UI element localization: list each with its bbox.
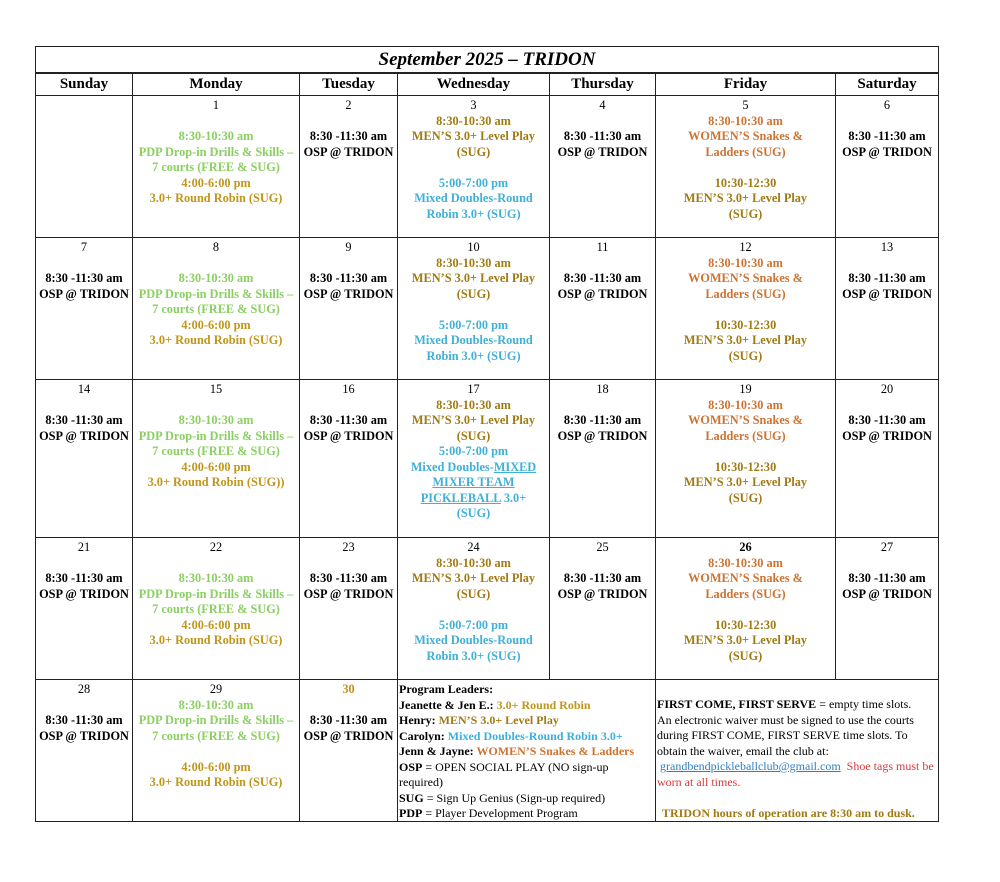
event-label: OSP @ TRIDON [557, 144, 648, 159]
event-time: 10:30-12:30 [714, 459, 777, 474]
event-label [398, 491, 549, 507]
day-cell-1[interactable] [132, 95, 300, 238]
mixer-team-link[interactable]: MIXED [493, 459, 537, 474]
event-label: WOMEN’S Snakes & [688, 129, 803, 143]
event-label: 7 courts (FREE & SUG) [152, 602, 280, 616]
event-time: 8:30-10:30 am [178, 129, 254, 143]
day-number: 4 [599, 98, 606, 112]
event-time: 8:30 -11:30 am [45, 413, 123, 427]
day-cell-11[interactable] [549, 237, 656, 380]
legend-abbreviation [399, 760, 654, 776]
weekday-thursday: Thursday [549, 73, 656, 96]
day-cell-13[interactable] [835, 237, 939, 380]
day-cell-14[interactable] [35, 379, 133, 538]
event-label: Robin 3.0+ (SUG) [426, 206, 521, 221]
event-label: (SUG) [728, 206, 763, 221]
event-time: 8:30-10:30 am [436, 397, 511, 412]
event-time: 8:30-10:30 am [178, 697, 254, 712]
legend-abbreviation [399, 791, 654, 807]
event-label: (SUG) [456, 428, 491, 443]
day-number: 14 [77, 382, 91, 396]
event-label: WOMEN’S Snakes & [688, 571, 803, 585]
event-label: OSP @ TRIDON [39, 728, 129, 743]
event-time: 8:30 -11:30 am [309, 713, 388, 727]
event-time: 8:30 -11:30 am [309, 571, 388, 585]
abbr-definition: = OPEN SOCIAL PLAY (NO sign-up [422, 759, 609, 774]
day-number: 23 [342, 540, 355, 554]
event-label: Mixed Doubles-Round [414, 633, 533, 647]
day-cell-20[interactable] [835, 379, 939, 538]
calendar-title: September 2025 – TRIDON [35, 46, 939, 73]
day-cell-29[interactable] [132, 679, 300, 822]
day-number: 18 [596, 382, 609, 396]
day-number: 15 [209, 382, 223, 396]
day-cell-7[interactable] [35, 237, 133, 380]
event-time: 8:30-10:30 am [708, 255, 783, 270]
day-number: 30 [342, 682, 355, 696]
event-label: OSP @ TRIDON [842, 144, 932, 159]
event-label: 3.0+ Round Robin (SUG) [149, 633, 283, 647]
event-time: 8:30-10:30 am [436, 113, 511, 128]
event-time: 8:30-10:30 am [178, 413, 254, 427]
event-label: 7 courts (FREE & SUG) [152, 302, 280, 316]
fcfs-label: FIRST COME, FIRST SERVE [657, 697, 817, 711]
event-time: 8:30 -11:30 am [309, 271, 388, 285]
shoe-tag-note: Shoe tags must be worn at all times. [657, 759, 934, 789]
event-label: Ladders (SUG) [705, 586, 786, 601]
event-label: PDP Drop-in Drills & Skills – [138, 586, 294, 601]
event-time: 4:00-6:00 pm [181, 175, 251, 190]
day-cell-21[interactable] [35, 537, 133, 680]
day-number: 2 [345, 98, 352, 112]
event-label: OSP @ TRIDON [557, 586, 648, 601]
event-label: 3.0+ Round Robin (SUG) [149, 333, 283, 347]
event-label: OSP @ TRIDON [842, 428, 932, 443]
day-cell-4[interactable] [549, 95, 656, 238]
event-time: 8:30-10:30 am [436, 255, 511, 270]
event-time: 10:30-12:30 [714, 317, 777, 332]
leader-name: Carolyn: [399, 728, 448, 743]
day-number: 17 [467, 382, 480, 396]
leader-program: MEN’S 3.0+ Level Play [438, 713, 559, 727]
day-cell-19[interactable] [655, 379, 836, 538]
day-cell-24[interactable] [397, 537, 550, 680]
event-label: OSP @ TRIDON [303, 144, 394, 159]
day-number: 9 [345, 240, 352, 254]
day-cell-9[interactable] [299, 237, 398, 380]
legend-leader-row [399, 729, 654, 745]
day-cell-25[interactable] [549, 537, 656, 680]
day-cell-empty [35, 95, 133, 238]
event-label: Mixed Doubles-Round [414, 333, 533, 347]
legend-abbreviation-cont: required) [399, 775, 443, 789]
day-cell-8[interactable] [132, 237, 300, 380]
event-label: OSP @ TRIDON [303, 428, 394, 443]
day-number: 7 [80, 240, 88, 254]
day-cell-12[interactable] [655, 237, 836, 380]
event-label: (SUG) [728, 348, 763, 363]
event-label: Ladders (SUG) [705, 286, 786, 301]
abbr: SUG [399, 790, 424, 805]
day-number: 21 [77, 540, 91, 554]
event-time: 8:30 -11:30 am [848, 571, 926, 585]
weekday-saturday: Saturday [835, 73, 939, 96]
event-time: 4:00-6:00 pm [181, 459, 251, 474]
day-number: 29 [209, 682, 223, 696]
event-time: 8:30-10:30 am [436, 555, 511, 570]
event-label: MEN’S 3.0+ Level Play [411, 571, 536, 585]
day-cell-18[interactable] [549, 379, 656, 538]
day-number: 25 [596, 540, 609, 554]
weekday-friday: Friday [655, 73, 836, 96]
day-number: 19 [739, 382, 752, 396]
event-label: Robin 3.0+ (SUG) [426, 348, 521, 363]
event-time: 8:30 -11:30 am [45, 713, 123, 727]
leader-name: Jenn & Jayne: [399, 744, 477, 758]
day-number: 11 [596, 240, 609, 254]
day-number: 13 [880, 240, 894, 254]
leader-name: Jeanette & Jen E.: [399, 697, 497, 712]
day-cell-2[interactable] [299, 95, 398, 238]
day-cell-30[interactable] [299, 679, 398, 822]
spacer [657, 790, 937, 806]
event-time: 5:00-7:00 pm [438, 444, 509, 458]
day-number: 10 [467, 240, 480, 254]
mixer-team-link[interactable]: PICKLEBALL [420, 490, 501, 505]
leader-program: 3.0+ Round Robin [496, 697, 591, 712]
event-label: OSP @ TRIDON [842, 586, 932, 601]
day-number: 12 [739, 240, 752, 254]
day-number: 6 [883, 98, 891, 112]
event-label: 7 courts (FREE & SUG) [152, 728, 280, 743]
day-number: 28 [77, 682, 91, 696]
day-number: 27 [880, 540, 894, 554]
event-label: (SUG) [456, 586, 491, 601]
event-label: MEN’S 3.0+ Level Play [683, 475, 808, 489]
event-label: MEN’S 3.0+ Level Play [411, 271, 536, 285]
event-label: PDP Drop-in Drills & Skills – [138, 144, 294, 159]
day-cell-17[interactable] [397, 379, 550, 538]
weekday-tuesday: Tuesday [299, 73, 398, 96]
day-cell-15[interactable] [132, 379, 300, 538]
event-time: 4:00-6:00 pm [181, 617, 251, 632]
event-label: 3.0+ Round Robin (SUG) [149, 775, 283, 789]
event-label: MEN’S 3.0+ Level Play [411, 129, 536, 143]
legend-heading [399, 682, 654, 698]
event-time: 8:30-10:30 am [708, 113, 783, 128]
event-time: 8:30-10:30 am [708, 397, 783, 412]
event-time: 8:30 -11:30 am [563, 571, 642, 585]
day-number: 26 [739, 540, 752, 554]
legend-leader-row [399, 698, 654, 714]
event-time: 8:30 -11:30 am [563, 413, 642, 427]
leader-program: Mixed Doubles-Round Robin 3.0+ [447, 728, 623, 743]
club-email-link[interactable]: grandbendpickleballclub@gmail.com [660, 759, 841, 773]
hours-note [657, 806, 937, 822]
abbr: OSP [399, 759, 423, 774]
event-label: Ladders (SUG) [705, 144, 786, 159]
event-label: 3.0+ Round Robin (SUG) [149, 191, 283, 205]
abbr-definition: = Player Development Program [422, 806, 578, 820]
event-label: WOMEN’S Snakes & [688, 271, 803, 285]
event-time: 5:00-7:00 pm [438, 175, 509, 190]
day-cell-10[interactable] [397, 237, 550, 380]
legend-heading-text: Program Leaders: [399, 682, 494, 696]
event-label: (SUG) [456, 286, 491, 301]
event-time: 8:30 -11:30 am [848, 129, 926, 143]
day-number: 22 [209, 540, 223, 554]
event-label: (SUG) [728, 490, 763, 505]
event-label: WOMEN’S Snakes & [688, 413, 803, 427]
leader-name: Henry: [399, 713, 439, 727]
day-cell-26[interactable] [655, 537, 836, 680]
event-label-suffix: 3.0+ [500, 490, 527, 505]
day-number: 20 [880, 382, 894, 396]
day-number: 3 [470, 98, 477, 112]
event-label: OSP @ TRIDON [303, 728, 394, 743]
leader-program: WOMEN’S Snakes & Ladders [476, 744, 635, 758]
weekday-sunday: Sunday [35, 73, 133, 96]
day-cell-27[interactable] [835, 537, 939, 680]
waiver-note: An electronic waiver must be signed to use the courts during FIRST COME, FIRST SERVE time slots. To obtain the waiver, email the club at: [657, 712, 914, 758]
abbr: PDP [399, 806, 423, 820]
event-time: 8:30 -11:30 am [848, 271, 926, 285]
fcfs-note [657, 697, 937, 713]
day-cell-22[interactable] [132, 537, 300, 680]
event-label: PDP Drop-in Drills & Skills – [138, 713, 294, 727]
hours-text: TRIDON hours of operation are 8:30 am to dusk. [662, 805, 915, 820]
day-number: 5 [742, 98, 749, 112]
event-label: OSP @ TRIDON [557, 428, 648, 443]
legend-leader-row [399, 744, 654, 760]
event-label: OSP @ TRIDON [557, 286, 648, 301]
event-time: 8:30 -11:30 am [309, 413, 388, 427]
program-leaders-legend [397, 679, 656, 822]
event-label: MEN’S 3.0+ Level Play [683, 633, 808, 647]
event-time: 10:30-12:30 [714, 175, 777, 190]
day-cell-3[interactable] [397, 95, 550, 238]
event-label: OSP @ TRIDON [303, 586, 394, 601]
event-label: MEN’S 3.0+ Level Play [411, 413, 536, 427]
event-label: MEN’S 3.0+ Level Play [683, 191, 808, 205]
fcfs-definition: = empty time slots. [816, 697, 912, 711]
event-time: 10:30-12:30 [714, 617, 777, 632]
day-cell-23[interactable] [299, 537, 398, 680]
event-time: 8:30 -11:30 am [563, 271, 642, 285]
day-cell-5[interactable] [655, 95, 836, 238]
event-time: 8:30 -11:30 am [309, 129, 388, 143]
event-label: (SUG) [728, 648, 763, 663]
event-time: 8:30 -11:30 am [848, 413, 926, 427]
email-and-shoe-note [657, 759, 937, 790]
event-time: 5:00-7:00 pm [438, 317, 509, 332]
event-label: MEN’S 3.0+ Level Play [683, 333, 808, 347]
event-label: Mixed Doubles-Round [414, 191, 533, 205]
event-time: 5:00-7:00 pm [438, 617, 509, 632]
day-cell-16[interactable] [299, 379, 398, 538]
event-label: (SUG) [456, 506, 491, 520]
event-time: 8:30-10:30 am [178, 571, 254, 585]
event-label: Ladders (SUG) [705, 428, 786, 443]
event-label: Robin 3.0+ (SUG) [426, 648, 521, 663]
legend-abbreviation [399, 806, 654, 822]
info-panel [655, 679, 939, 822]
mixer-team-link[interactable]: MIXER TEAM [432, 475, 515, 489]
event-time: 8:30-10:30 am [708, 555, 783, 570]
event-label: PDP Drop-in Drills & Skills – [138, 286, 294, 301]
day-number: 1 [212, 98, 220, 112]
day-number: 24 [467, 540, 480, 554]
event-label: OSP @ TRIDON [39, 428, 129, 443]
event-time: 8:30-10:30 am [178, 271, 254, 285]
event-label: 3.0+ Round Robin (SUG)) [147, 475, 285, 489]
event-label: OSP @ TRIDON [303, 286, 394, 301]
day-cell-6[interactable] [835, 95, 939, 238]
weekday-wednesday: Wednesday [397, 73, 550, 96]
event-label [398, 475, 549, 491]
event-label: OSP @ TRIDON [39, 586, 129, 601]
legend-leader-row [399, 713, 654, 729]
event-time: 8:30 -11:30 am [563, 129, 642, 143]
event-time: 4:00-6:00 pm [181, 317, 251, 332]
day-number: 16 [342, 382, 355, 396]
event-label: OSP @ TRIDON [39, 286, 129, 301]
event-label: 7 courts (FREE & SUG) [152, 160, 280, 174]
day-number: 8 [212, 240, 220, 254]
event-label: OSP @ TRIDON [842, 286, 932, 301]
event-time: 8:30 -11:30 am [45, 571, 123, 585]
day-cell-28[interactable] [35, 679, 133, 822]
event-label: PDP Drop-in Drills & Skills – [138, 428, 294, 443]
abbr-definition: = Sign Up Genius (Sign-up required) [423, 790, 606, 805]
event-time: 8:30 -11:30 am [45, 271, 123, 285]
event-label: (SUG) [456, 144, 491, 159]
event-time: 4:00-6:00 pm [181, 759, 251, 774]
event-label [398, 460, 549, 476]
event-label: 7 courts (FREE & SUG) [152, 444, 280, 458]
weekday-monday: Monday [132, 73, 300, 96]
event-label-prefix: Mixed Doubles- [410, 459, 494, 474]
